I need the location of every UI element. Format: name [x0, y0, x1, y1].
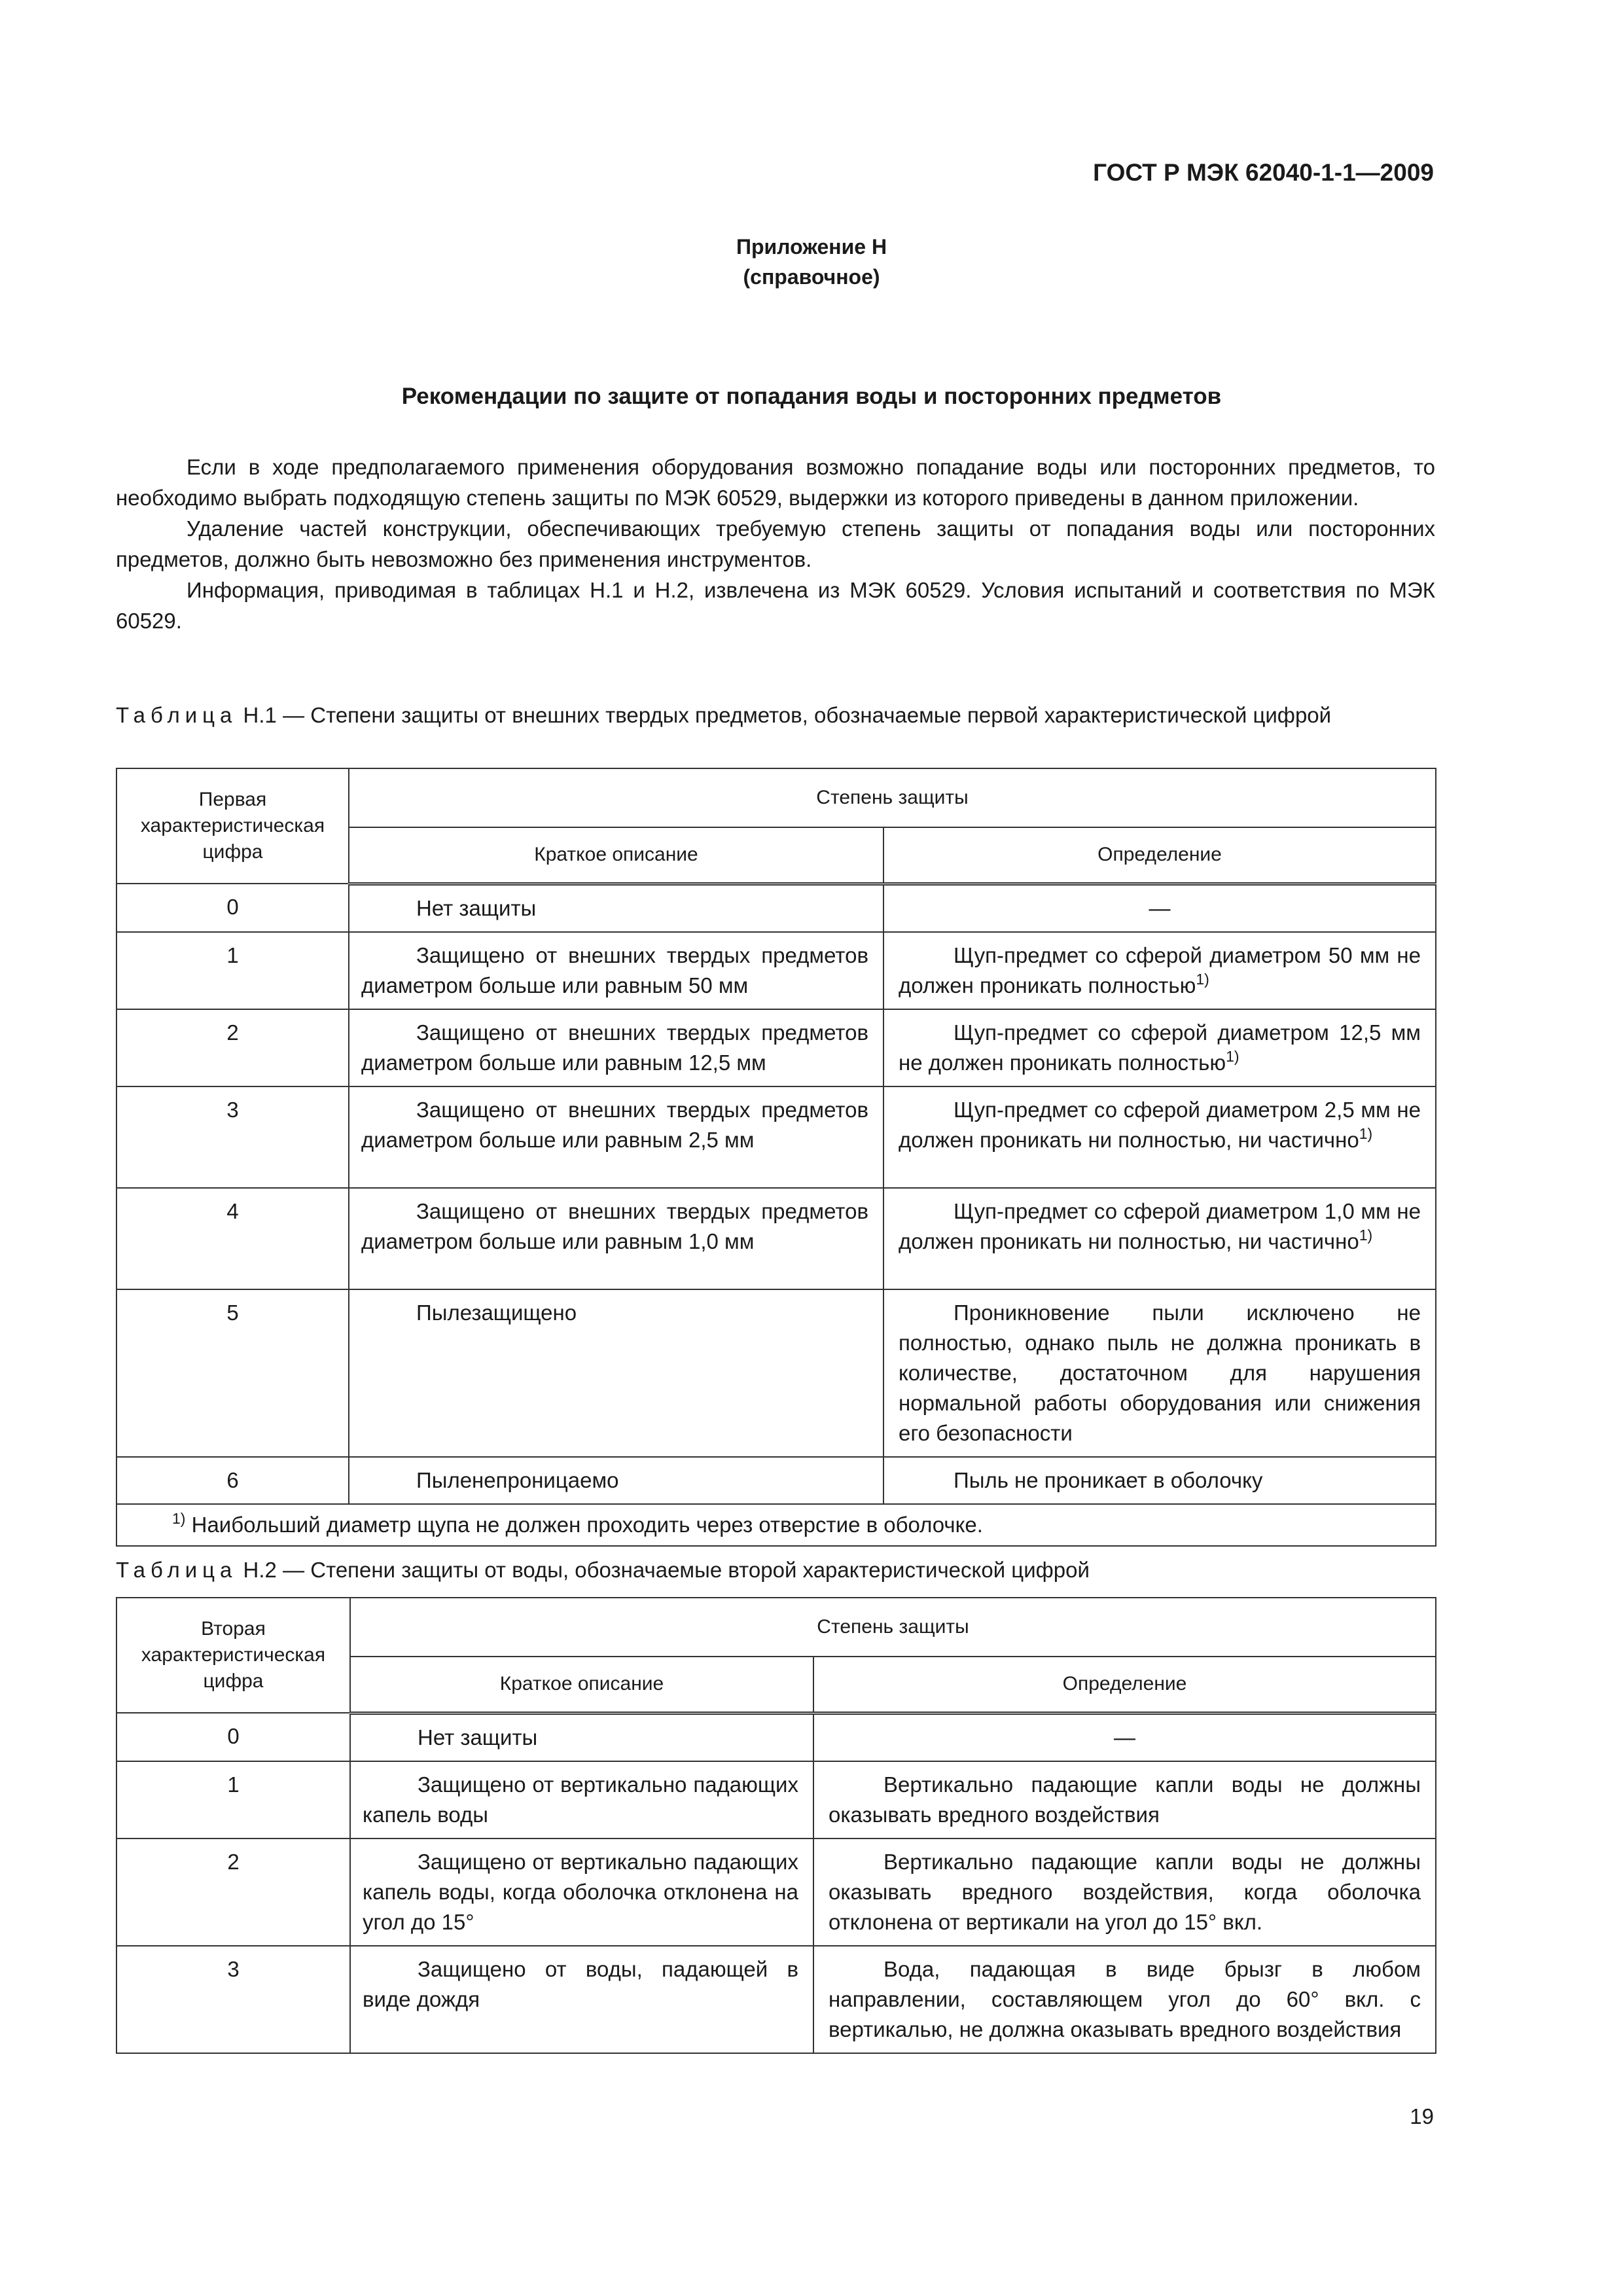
row-definition: — [883, 884, 1436, 932]
row-description [349, 1289, 883, 1457]
paragraph: Информация, приводимая в таблицах Н.1 и Н.2, извлечена из МЭК 60529. Условия испытаний и соответствия по МЭК 60529. [116, 578, 1435, 633]
row-description [350, 1761, 813, 1839]
row-description-text: Защищено от воды, падающей в виде дождя [363, 1956, 798, 2011]
page-number: 19 [1410, 2104, 1434, 2128]
table2 [116, 1597, 1436, 2054]
table-row [116, 1188, 1436, 1289]
row-digit: 0 [116, 884, 349, 932]
row-digit: 2 [116, 1009, 349, 1086]
table1-header-short: Краткое описание [349, 827, 883, 884]
annex-type: (справочное) [743, 265, 880, 289]
table1-header-group: Степень защиты [349, 768, 1436, 827]
table1-header-definition: Определение [883, 827, 1436, 884]
table1-header-digit: Первая характеристическая цифра [116, 768, 349, 884]
row-description-text: Пыленепроницаемо [416, 1467, 619, 1492]
table2-header-digit: Вторая характеристическая цифра [116, 1598, 350, 1713]
annex-title: Приложение Н [736, 235, 887, 259]
table2-caption-text: Н.2 — Степени защиты от воды, обозначаемые второй характеристической цифрой [237, 1558, 1090, 1582]
table1 [116, 768, 1436, 1547]
row-definition: Пыль не проникает в оболочку [883, 1457, 1436, 1504]
row-description [350, 1946, 813, 2053]
table-row [116, 932, 1436, 1009]
row-description [349, 932, 883, 1009]
footnote-marker: 1) [1359, 1124, 1373, 1142]
row-digit: 1 [116, 932, 349, 1009]
table1-caption-text: Н.1 — Степени защиты от внешних твердых предметов, обозначаемые первой характеристической цифрой [237, 703, 1332, 727]
annex-label [0, 232, 1623, 292]
row-digit: 1 [116, 1761, 350, 1839]
row-description-text: Защищено от внешних твердых предметов диаметром больше или равным 12,5 мм [361, 1020, 868, 1075]
row-digit: 4 [116, 1188, 349, 1289]
row-digit: 0 [116, 1713, 350, 1761]
row-definition: Вода, падающая в виде брызг в любом направлении, составляющем угол до 60° вкл. с вертикалью, не должна оказывать вредного воздействия [813, 1946, 1436, 2053]
row-definition: Проникновение пыли исключено не полностью, однако пыль не должна проникать в количестве, достаточном для нарушения нормальной работы оборудования или снижения его безопасности [883, 1289, 1436, 1457]
row-definition-text: Щуп-предмет со сферой диаметром 12,5 мм не должен проникать полностью [899, 1020, 1421, 1075]
table1-caption [116, 700, 1435, 730]
table2-caption-word: Таблица [116, 1558, 238, 1582]
row-description [349, 1009, 883, 1086]
table-row [116, 1713, 1436, 1761]
table2-header-short: Краткое описание [350, 1657, 813, 1713]
table1-footnote [116, 1504, 1436, 1546]
row-digit: 2 [116, 1839, 350, 1946]
row-definition-text: Щуп-предмет со сферой диаметром 1,0 мм не должен проникать ни полностью, ни частично [899, 1198, 1421, 1253]
footnote-marker: 1) [1226, 1047, 1240, 1065]
row-description-text: Нет защиты [418, 1725, 538, 1749]
row-definition-text: Щуп-предмет со сферой диаметром 2,5 мм не должен проникать ни полностью, ни частично [899, 1097, 1421, 1152]
row-description [350, 1713, 813, 1761]
row-definition [883, 932, 1436, 1009]
table2-caption [116, 1554, 1435, 1585]
footnote-text: Наибольший диаметр щупа не должен проходить через отверстие в оболочке. [185, 1512, 983, 1537]
row-description [350, 1839, 813, 1946]
row-description-text: Защищено от внешних твердых предметов диаметром больше или равным 2,5 мм [361, 1097, 868, 1152]
footnote-marker: 1) [172, 1509, 186, 1527]
row-description-text: Пылезащищено [416, 1300, 577, 1325]
row-digit: 3 [116, 1086, 349, 1188]
intro-text [116, 452, 1435, 636]
row-description-text: Защищено от внешних твердых предметов диаметром больше или равным 1,0 мм [361, 1198, 868, 1253]
table-row [116, 1009, 1436, 1086]
table-row [116, 1839, 1436, 1946]
section-heading: Рекомендации по защите от попадания воды и посторонних предметов [401, 384, 1222, 409]
row-definition: — [813, 1713, 1436, 1761]
table2-header-definition: Определение [813, 1657, 1436, 1713]
document-code: ГОСТ Р МЭК 62040-1-1—2009 [1093, 159, 1434, 186]
row-definition [883, 1009, 1436, 1086]
row-description-text: Защищено от внешних твердых предметов диаметром больше или равным 50 мм [361, 942, 868, 997]
row-description-text: Защищено от вертикально падающих капель воды [363, 1772, 798, 1827]
footnote-marker: 1) [1359, 1226, 1373, 1244]
table-row [116, 1761, 1436, 1839]
table2-header-group: Степень защиты [350, 1598, 1436, 1657]
paragraph: Если в ходе предполагаемого применения оборудования возможно попадание воды или посторонних предметов, то необходимо выбрать подходящую степень защиты по МЭК 60529, выдержки из которого приведены в данном приложении. [116, 455, 1435, 510]
row-description [349, 1086, 883, 1188]
table-row [116, 884, 1436, 932]
row-definition: Вертикально падающие капли воды не должны оказывать вредного воздействия [813, 1761, 1436, 1839]
table-footnote-row [116, 1504, 1436, 1546]
row-definition-text: Щуп-предмет со сферой диаметром 50 мм не должен проникать полностью [899, 942, 1421, 997]
table-row [116, 1946, 1436, 2053]
row-description [349, 1457, 883, 1504]
footnote-marker: 1) [1196, 970, 1209, 988]
row-definition [883, 1086, 1436, 1188]
row-digit: 3 [116, 1946, 350, 2053]
table1-caption-word: Таблица [116, 703, 238, 727]
row-description-text: Защищено от вертикально падающих капель воды, когда оболочка отклонена на угол до 15° [363, 1849, 798, 1934]
row-digit: 6 [116, 1457, 349, 1504]
table-row [116, 1289, 1436, 1457]
row-definition: Вертикально падающие капли воды не должны оказывать вредного воздействия, когда оболочка отклонена от вертикали на угол до 15° вкл. [813, 1839, 1436, 1946]
row-description-text: Нет защиты [416, 895, 537, 920]
table-row [116, 1086, 1436, 1188]
row-digit: 5 [116, 1289, 349, 1457]
row-description [349, 1188, 883, 1289]
table-row [116, 1457, 1436, 1504]
row-description [349, 884, 883, 932]
row-definition [883, 1188, 1436, 1289]
paragraph: Удаление частей конструкции, обеспечивающих требуемую степень защиты от попадания воды или посторонних предметов, должно быть невозможно без применения инструментов. [116, 516, 1435, 571]
